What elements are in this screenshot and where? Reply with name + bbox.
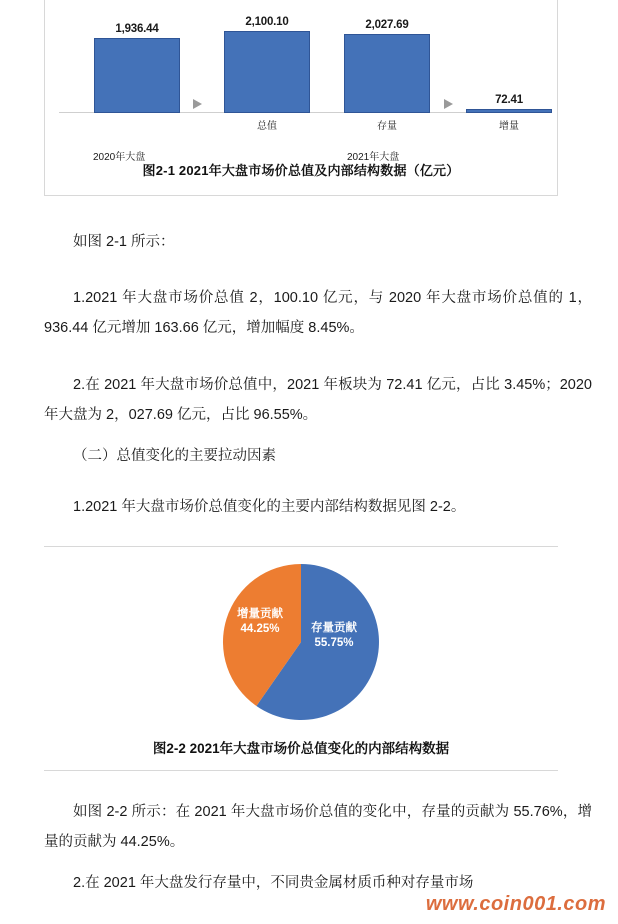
pie-label-zengliang-value: 44.25% <box>240 623 280 635</box>
bar-column-2 <box>215 16 319 113</box>
bar-value-3: 2,027.69 <box>365 19 409 31</box>
bar-chart-plot <box>45 0 559 140</box>
figure-2-1-container <box>44 0 558 196</box>
pie-label-cunliang-value: 55.75% <box>314 637 354 649</box>
pie-label-zengliang-name: 增量贡献 <box>237 608 283 620</box>
figure-2-1-caption: 图2-1 2021年大盘市场价总值及内部结构数据（亿元） <box>142 163 460 178</box>
pie-label-cunliang <box>296 621 372 651</box>
arrow-right-icon-2 <box>444 99 453 109</box>
arrow-right-icon-1 <box>193 99 202 109</box>
bar-column-3 <box>335 19 439 113</box>
paragraph-5: 1.2021 年大盘市场价总值变化的主要内部结构数据见图 2-2。 <box>73 499 466 515</box>
pie-chart <box>218 559 384 725</box>
bar-rect-4 <box>466 109 552 113</box>
paragraph-6: 如图 2-2 所示：在 2021 年大盘市场价总值的变化中，存量的贡献为 55.76%，增量的贡献为 44.25%。 <box>44 804 592 850</box>
paragraph-4-heading: （二）总值变化的主要拉动因素 <box>73 448 276 464</box>
bar-column-4 <box>457 94 561 113</box>
figure-2-2-caption: 图2-2 2021年大盘市场价总值变化的内部结构数据 <box>152 741 450 756</box>
bar-label-4: 增量 <box>499 121 519 132</box>
watermark: www.coin001.com <box>425 893 606 915</box>
bar-value-1: 1,936.44 <box>115 23 159 35</box>
bar-rect-3 <box>344 34 430 113</box>
bar-rect-2 <box>224 31 310 113</box>
group-label-2021: 2021年大盘 <box>347 152 400 163</box>
group-label-2020: 2020年大盘 <box>93 152 146 163</box>
figure-2-2-container <box>44 546 558 771</box>
bar-label-3: 存量 <box>377 121 397 132</box>
paragraph-7: 2.在 2021 年大盘发行存量中，不同贵金属材质币种对存量市场 <box>73 875 474 891</box>
bar-value-2: 2,100.10 <box>245 16 289 28</box>
bar-value-4: 72.41 <box>495 94 523 106</box>
paragraph-1: 如图 2-1 所示： <box>73 234 175 250</box>
pie-label-zengliang <box>224 607 296 637</box>
bar-label-2: 总值 <box>257 121 277 132</box>
paragraph-3: 2.在 2021 年大盘市场价总值中，2021 年板块为 72.41 亿元，占比 3.45%；2020 年大盘为 2，027.69 亿元，占比 96.55%。 <box>44 377 592 423</box>
bar-column-1 <box>85 23 189 113</box>
bar-rect-1 <box>94 38 180 113</box>
pie-label-cunliang-name: 存量贡献 <box>311 622 357 634</box>
paragraph-2: 1.2021 年大盘市场价总值 2，100.10 亿元，与 2020 年大盘市场价总值的 1，936.44 亿元增加 163.66 亿元，增加幅度 8.45%。 <box>44 290 592 336</box>
